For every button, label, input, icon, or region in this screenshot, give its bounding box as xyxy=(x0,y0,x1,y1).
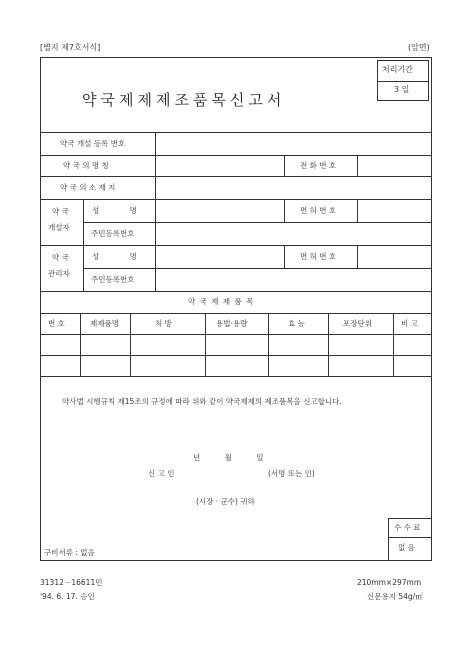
opener-label-1: 약 국 xyxy=(52,207,69,216)
reg-number-label: 약국 개설 등록 번호 xyxy=(60,139,126,148)
processing-period-value: 3 일 xyxy=(394,85,410,94)
col-dosage: 용법·용량 xyxy=(216,319,248,328)
manager-label-2: 관리자 xyxy=(48,269,70,278)
location-label: 약 국 의 소 재 지 xyxy=(60,183,116,192)
reporter-label: 신 고 인 xyxy=(148,469,175,478)
col-number: 번 호 xyxy=(48,319,65,328)
col-pack-unit: 포장단위 xyxy=(343,319,372,328)
col-product-name: 제제품명 xyxy=(90,319,119,328)
page-side: (앞면) xyxy=(408,43,430,52)
pharmacy-name-label: 약 국 의 명 칭 xyxy=(63,161,109,170)
phone-label: 전 화 번 호 xyxy=(300,161,337,170)
date-line: 년 월 일 xyxy=(193,453,264,462)
fee-value: 없 음 xyxy=(398,543,415,552)
manager-label-1: 약 국 xyxy=(52,253,69,262)
opener-license-label: 면 허 번 호 xyxy=(300,206,337,215)
fee-label: 수 수 료 xyxy=(394,523,421,532)
sign-note: (서명 또는 인) xyxy=(268,469,315,478)
approval-date: '94. 6. 17. 승인 xyxy=(40,592,95,601)
declaration-text: 약사법 시행규칙 제15조의 규정에 따라 위와 같이 약국제제의 제조품목을 신고합니다. xyxy=(62,397,342,406)
paper-type: 신문용지 54g/㎡ xyxy=(367,592,423,601)
processing-period-label: 처리기간 xyxy=(382,65,413,74)
opener-name-label: 성 명 xyxy=(92,206,137,215)
col-remarks: 비 고 xyxy=(401,319,418,328)
attachments-note: 구비서류 : 없음 xyxy=(44,548,95,557)
form-id: [별지 제7호서식] xyxy=(40,43,101,52)
opener-resident-label: 주민등록번호 xyxy=(91,229,135,238)
opener-label-2: 개설자 xyxy=(48,223,70,232)
recipient: (시장 · 군수) 귀하 xyxy=(196,497,255,506)
manager-resident-label: 주민등록번호 xyxy=(91,275,135,284)
col-efficacy: 효 능 xyxy=(288,319,305,328)
form-code: 31312－16611민 xyxy=(40,578,103,587)
paper-size: 210mm×297mm xyxy=(357,578,422,587)
page-title: 약국제제제조품목신고서 xyxy=(82,91,286,109)
items-title: 약 국 제 제 품 목 xyxy=(188,297,255,306)
manager-name-label: 성 명 xyxy=(92,252,137,261)
col-prescription: 처 방 xyxy=(155,319,172,328)
manager-license-label: 면 허 번 호 xyxy=(300,252,337,261)
